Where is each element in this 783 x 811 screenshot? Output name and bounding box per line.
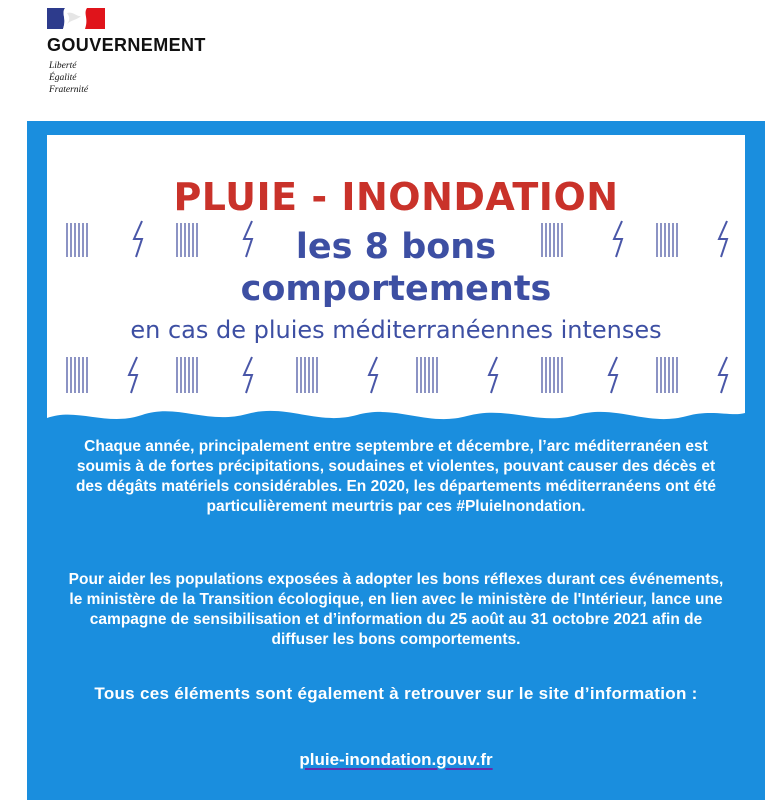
banner-subtitle-line2: comportements bbox=[240, 269, 552, 309]
campaign-panel bbox=[27, 121, 765, 800]
gov-title: GOUVERNEMENT bbox=[47, 35, 206, 55]
website-link[interactable]: pluie-inondation.gouv.fr bbox=[299, 750, 493, 769]
info-paragraph: Tous ces éléments sont également à retrouver sur le site d’information : bbox=[94, 684, 698, 703]
banner-title: PLUIE - INONDATION bbox=[173, 175, 619, 219]
banner-subtitle-line1: les 8 bons bbox=[295, 227, 497, 267]
banner-subtitle-line3: en cas de pluies méditerranéennes intenses bbox=[130, 316, 662, 344]
motto-fraternite: Fraternité bbox=[49, 85, 89, 95]
campaign-banner bbox=[47, 135, 745, 431]
motto-liberte: Liberté bbox=[49, 61, 77, 71]
link-container bbox=[27, 750, 765, 770]
french-flag-icon bbox=[47, 8, 105, 29]
motto-egalite: Égalité bbox=[49, 73, 77, 83]
campaign-paragraph: Pour aider les populations exposées à adopter les bons réflexes durant ces événements, le ministère de la Transition écologique, en lien avec le ministère de l'Intérieur, lance une campagne de sensibilisation et d’information du 25 août au 31 octobre 2021 afin de diffuser les bons comportements. bbox=[68, 571, 724, 648]
intro-paragraph: Chaque année, principalement entre septembre et décembre, l’arc méditerranéen est soumis à de fortes précipitations, soudaines et violentes, pouvant causer des décès et des dégâts matériels considérables. En 2020, les départements méditerranéens ont été particulièrement meurtris par ces #PluieInondation. bbox=[75, 438, 717, 515]
motto bbox=[49, 60, 88, 96]
